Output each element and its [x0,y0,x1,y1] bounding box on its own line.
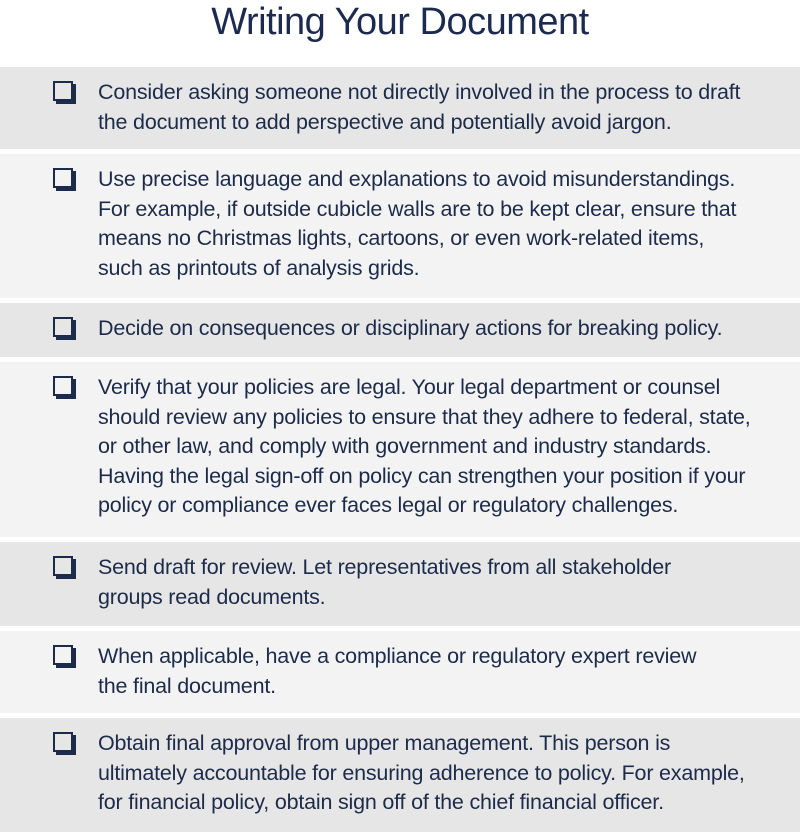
checklist [0,67,800,832]
checkbox[interactable] [53,81,73,101]
item-text: Decide on consequences or disciplinary actions for breaking policy. [98,316,723,340]
checklist-item [0,542,800,626]
checkbox[interactable] [53,317,73,337]
item-text: Consider asking someone not directly involved in the process to draft the document to add perspective and potentially avoid jargon. [98,80,741,134]
checklist-item [0,718,800,832]
checklist-item [0,67,800,149]
checkbox[interactable] [53,556,73,576]
checkbox[interactable] [53,645,73,665]
page-title: Writing Your Document [211,1,589,43]
checkbox[interactable] [53,376,73,396]
checklist-item [0,631,800,713]
item-text: When applicable, have a compliance or regulatory expert review the final document. [98,644,697,698]
item-text: Use precise language and explanations to avoid misunderstandings. For example, if outside cubicle walls are to be kept clear, ensure that means no Christmas lights, cartoons, or even work-related items, such as printouts of analysis grids. [98,167,737,280]
checkbox[interactable] [53,732,73,752]
item-text: Verify that your policies are legal. Your legal department or counsel should review any policies to ensure that they adhere to federal, state, or other law, and comply with government and industry standards. Having the legal sign-off on policy can strengthen your position if your policy or compliance ever faces legal or regulatory challenges. [98,375,751,517]
checkbox[interactable] [53,168,73,188]
checklist-item [0,303,800,357]
item-text: Send draft for review. Let representatives from all stakeholder groups read documents. [98,555,671,609]
item-text: Obtain final approval from upper management. This person is ultimately accountable for ensuring adherence to policy. For example, for financial policy, obtain sign off of the chief financial officer. [98,731,745,814]
checklist-item [0,154,800,298]
checklist-item [0,362,800,537]
